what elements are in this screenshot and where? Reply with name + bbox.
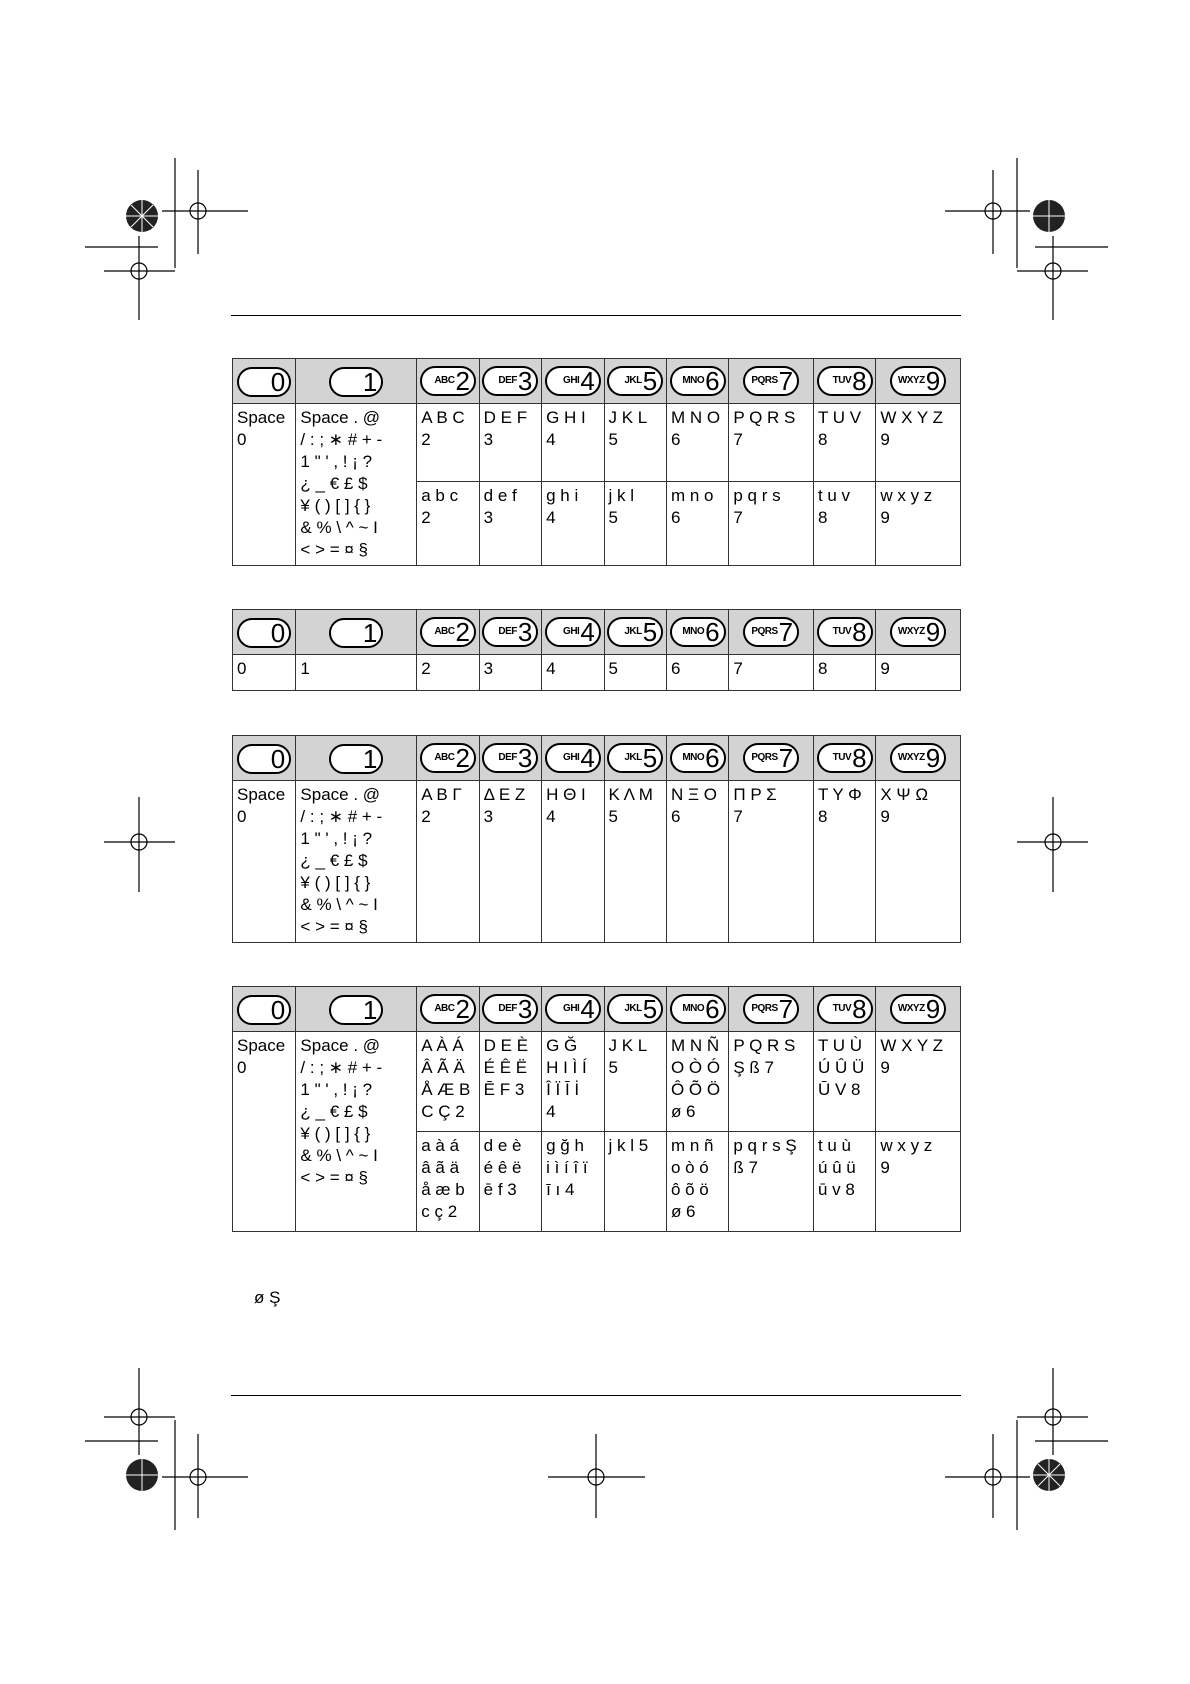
key-0-cell: [233, 359, 296, 404]
chars-cell: p q r s Ş ß 7: [729, 1132, 814, 1232]
chars-cell: G Ğ H I Ì Í Î Ï Ī İ 4: [542, 1032, 604, 1132]
key-2-icon: ABC 2: [420, 743, 476, 773]
upper-row: [233, 781, 961, 943]
chars-cell: g h i 4: [542, 482, 604, 566]
key-8-cell: [813, 736, 875, 781]
key-3-cell: [479, 987, 541, 1032]
chars-cell: a à á â ã ä å æ b c ç 2: [417, 1132, 479, 1232]
chars-cell: 1: [296, 655, 417, 691]
key-0-icon: 0: [237, 618, 291, 648]
chars-cell: W X Y Z 9: [876, 404, 961, 482]
chars-cell: 9: [876, 655, 961, 691]
key-6-cell: [666, 359, 728, 404]
chars-cell: a b c 2: [417, 482, 479, 566]
key-7-icon: PQRS 7: [743, 366, 799, 396]
chars-cell: G H I 4: [542, 404, 604, 482]
chars-cell: Space . @ / : ; ∗ # + - 1 " ' , ! ¡ ? ¿ _ € £ $ ¥ ( ) [ ] { } & % \ ^ ~ I < > = ¤ §: [296, 404, 417, 566]
key-9-icon: WXYZ 9: [890, 366, 946, 396]
key-7-cell: [729, 736, 814, 781]
key-6-icon: MNO 6: [670, 994, 726, 1024]
chars-cell: Space . @ / : ; ∗ # + - 1 " ' , ! ¡ ? ¿ _ € £ $ ¥ ( ) [ ] { } & % \ ^ ~ I < > = ¤ §: [296, 1032, 417, 1232]
key-header-row: [233, 610, 961, 655]
chars-cell: M N Ñ O Ò Ó Ô Õ Ö ø 6: [666, 1032, 728, 1132]
key-0-cell: [233, 610, 296, 655]
chars-cell: 5: [604, 655, 666, 691]
chars-cell: Α Β Γ 2: [417, 781, 479, 943]
chars-cell: Ν Ξ Ο 6: [666, 781, 728, 943]
key-header-row: [233, 987, 961, 1032]
chars-cell: m n o 6: [666, 482, 728, 566]
key-6-cell: [666, 610, 728, 655]
key-5-cell: [604, 987, 666, 1032]
chars-cell: 3: [479, 655, 541, 691]
chars-cell: 0: [233, 655, 296, 691]
chars-cell: P Q R S 7: [729, 404, 814, 482]
chars-cell: P Q R S Ş ß 7: [729, 1032, 814, 1132]
key-2-cell: [417, 736, 479, 781]
chars-cell: Space 0: [233, 404, 296, 566]
chars-cell: Κ Λ Μ 5: [604, 781, 666, 943]
key-5-cell: [604, 736, 666, 781]
key-9-cell: [876, 987, 961, 1032]
chars-cell: m n ñ o ò ó ô õ ö ø 6: [666, 1132, 728, 1232]
chars-cell: j k l 5: [604, 482, 666, 566]
key-1-icon: 1: [329, 618, 383, 648]
key-3-icon: DEF 3: [482, 743, 538, 773]
key-8-cell: [813, 987, 875, 1032]
chars-cell: D E F 3: [479, 404, 541, 482]
key-1-cell: [296, 359, 417, 404]
key-4-icon: GHI 4: [545, 617, 601, 647]
key-8-icon: TUV 8: [817, 617, 873, 647]
chars-cell: Π Ρ Σ 7: [729, 781, 814, 943]
key-9-icon: WXYZ 9: [890, 743, 946, 773]
chars-cell: 7: [729, 655, 814, 691]
key-1-cell: [296, 987, 417, 1032]
key-3-icon: DEF 3: [482, 994, 538, 1024]
chars-cell: T U Ù Ú Û Ü Ū V 8: [813, 1032, 875, 1132]
chars-cell: Δ Ε Ζ 3: [479, 781, 541, 943]
key-header-row: [233, 736, 961, 781]
key-5-icon: JKL 5: [607, 366, 663, 396]
key-4-cell: [542, 359, 604, 404]
key-1-icon: 1: [329, 744, 383, 774]
chars-cell: j k l 5: [604, 1132, 666, 1232]
key-4-cell: [542, 610, 604, 655]
chars-cell: Τ Υ Φ 8: [813, 781, 875, 943]
chars-cell: p q r s 7: [729, 482, 814, 566]
chars-cell: Χ Ψ Ω 9: [876, 781, 961, 943]
key-8-icon: TUV 8: [817, 743, 873, 773]
key-6-cell: [666, 736, 728, 781]
key-5-cell: [604, 359, 666, 404]
upper-row: [233, 1032, 961, 1132]
key-2-cell: [417, 359, 479, 404]
key-6-icon: MNO 6: [670, 743, 726, 773]
key-1-cell: [296, 610, 417, 655]
footnote-text: ø Ş: [254, 1288, 281, 1307]
digit-row: [233, 655, 961, 691]
chars-cell: A À Á Â Ã Ä Å Æ B C Ç 2: [417, 1032, 479, 1132]
chars-cell: w x y z 9: [876, 482, 961, 566]
chars-cell: Space 0: [233, 781, 296, 943]
chars-cell: t u ù ú û ü ū v 8: [813, 1132, 875, 1232]
chars-cell: Space 0: [233, 1032, 296, 1232]
chars-cell: J K L 5: [604, 1032, 666, 1132]
key-7-icon: PQRS 7: [743, 617, 799, 647]
chars-cell: 2: [417, 655, 479, 691]
key-9-cell: [876, 359, 961, 404]
key-2-icon: ABC 2: [420, 617, 476, 647]
chars-cell: D E È É Ê Ë Ē F 3: [479, 1032, 541, 1132]
chars-cell: g ğ h i ì í î ï ī ı 4: [542, 1132, 604, 1232]
key-7-icon: PQRS 7: [743, 743, 799, 773]
key-2-cell: [417, 610, 479, 655]
key-7-cell: [729, 359, 814, 404]
key-5-icon: JKL 5: [607, 994, 663, 1024]
chars-cell: 8: [813, 655, 875, 691]
key-5-icon: JKL 5: [607, 617, 663, 647]
key-9-cell: [876, 610, 961, 655]
chars-cell: 4: [542, 655, 604, 691]
key-header-row: [233, 359, 961, 404]
character-table-4: [232, 986, 961, 1232]
key-4-icon: GHI 4: [545, 994, 601, 1024]
chars-cell: Space . @ / : ; ∗ # + - 1 " ' , ! ¡ ? ¿ _ € £ $ ¥ ( ) [ ] { } & % \ ^ ~ I < > = ¤ §: [296, 781, 417, 943]
key-7-cell: [729, 610, 814, 655]
key-8-cell: [813, 359, 875, 404]
key-1-icon: 1: [329, 995, 383, 1025]
upper-row: [233, 404, 961, 482]
key-0-icon: 0: [237, 367, 291, 397]
key-3-icon: DEF 3: [482, 617, 538, 647]
character-table-2: [232, 609, 961, 691]
key-6-icon: MNO 6: [670, 617, 726, 647]
chars-cell: d e f 3: [479, 482, 541, 566]
character-table-3: [232, 735, 961, 943]
key-3-cell: [479, 610, 541, 655]
chars-cell: T U V 8: [813, 404, 875, 482]
key-1-icon: 1: [329, 367, 383, 397]
chars-cell: W X Y Z 9: [876, 1032, 961, 1132]
key-7-icon: PQRS 7: [743, 994, 799, 1024]
chars-cell: 6: [666, 655, 728, 691]
chars-cell: J K L 5: [604, 404, 666, 482]
key-6-cell: [666, 987, 728, 1032]
key-5-icon: JKL 5: [607, 743, 663, 773]
chars-cell: Η Θ Ι 4: [542, 781, 604, 943]
key-4-icon: GHI 4: [545, 743, 601, 773]
key-9-icon: WXYZ 9: [890, 994, 946, 1024]
chars-cell: M N O 6: [666, 404, 728, 482]
key-3-cell: [479, 359, 541, 404]
key-7-cell: [729, 987, 814, 1032]
key-2-icon: ABC 2: [420, 366, 476, 396]
key-1-cell: [296, 736, 417, 781]
key-0-icon: 0: [237, 744, 291, 774]
key-8-icon: TUV 8: [817, 366, 873, 396]
key-9-cell: [876, 736, 961, 781]
key-4-cell: [542, 987, 604, 1032]
chars-cell: d e è é ê ë ē f 3: [479, 1132, 541, 1232]
key-6-icon: MNO 6: [670, 366, 726, 396]
key-0-cell: [233, 736, 296, 781]
key-2-cell: [417, 987, 479, 1032]
key-4-icon: GHI 4: [545, 366, 601, 396]
key-3-cell: [479, 736, 541, 781]
key-5-cell: [604, 610, 666, 655]
key-9-icon: WXYZ 9: [890, 617, 946, 647]
key-0-icon: 0: [237, 995, 291, 1025]
key-8-icon: TUV 8: [817, 994, 873, 1024]
key-8-cell: [813, 610, 875, 655]
key-3-icon: DEF 3: [482, 366, 538, 396]
key-4-cell: [542, 736, 604, 781]
chars-cell: w x y z 9: [876, 1132, 961, 1232]
chars-cell: A B C 2: [417, 404, 479, 482]
key-0-cell: [233, 987, 296, 1032]
key-2-icon: ABC 2: [420, 994, 476, 1024]
chars-cell: t u v 8: [813, 482, 875, 566]
character-table-1: [232, 358, 961, 566]
